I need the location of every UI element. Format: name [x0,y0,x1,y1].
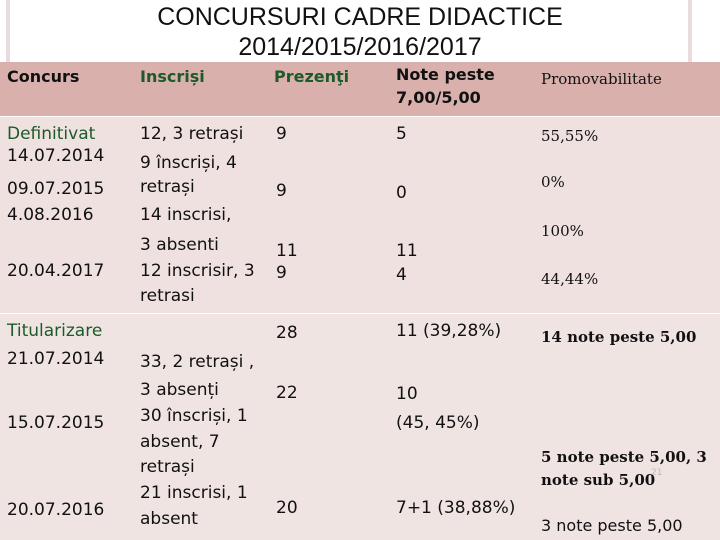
titularizare-note: 10 [396,384,418,404]
definitivat-note: 11 [396,241,418,261]
definitivat-promovabilitate: 100% [541,222,584,240]
header-prezenti: Prezenţi [274,67,350,86]
definitivat-promovabilitate: 55,55% [541,127,599,145]
page-subtitle: 2014/2015/2016/2017 [238,33,482,61]
titularizare-note: (45, 45%) [396,413,480,433]
titularizare-promovabilitate: note sub 5,00 [541,471,656,489]
titularizare-date: 21.07.2014 [7,349,105,369]
titularizare-inscrisi-line: 3 absenți [140,380,219,400]
section-separator [0,313,720,314]
titularizare-prezenti: 22 [276,383,298,403]
titularizare-date: 20.07.2016 [7,500,105,520]
page-title: CONCURSURI CADRE DIDACTICE [157,3,563,31]
titularizare-inscrisi-line: retrași [140,457,195,477]
definitivat-date: 14.07.2014 [7,146,105,166]
titularizare-note: 7+1 (38,88%) [396,498,516,518]
definitivat-prezenti: 9 [276,263,287,283]
definitivat-prezenti: 9 [276,124,287,144]
definitivat-note: 5 [396,124,407,144]
definitivat-inscrisi-line: 3 absenti [140,235,219,255]
titularizare-prezenti: 28 [276,323,298,343]
header-inscrisi: Inscriși [140,67,205,86]
header-separator [0,116,720,117]
definitivat-note: 0 [396,183,407,203]
definitivat-date: 4.08.2016 [7,205,94,225]
titularizare-prezenti: 20 [276,498,298,518]
page-number: 21 [651,468,663,478]
titularizare-label: Titularizare [7,321,103,341]
definitivat-inscrisi-line: 12, 3 retrași [140,124,244,144]
header-note-line2: 7,00/5,00 [396,88,481,107]
titularizare-promovabilitate: 5 note peste 5,00, 3 [541,448,707,466]
definitivat-inscrisi-line: retrasi [140,286,195,306]
definitivat-inscrisi-line: 14 inscrisi, [140,205,232,225]
titularizare-inscrisi-line: absent [140,509,198,529]
header-note-line1: Note peste [396,65,495,84]
titularizare-inscrisi-line: 30 înscriși, 1 [140,406,248,426]
header-concurs: Concurs [7,67,80,86]
titularizare-note: 11 (39,28%) [396,321,502,341]
header-promovabilitate: Promovabilitate [541,70,662,88]
definitivat-prezenti: 9 [276,181,287,201]
titularizare-date: 15.07.2015 [7,413,105,433]
definitivat-label: Definitivat [7,124,96,144]
titularizare-inscrisi-line: absent, 7 [140,432,220,452]
titularizare-promovabilitate: 14 note peste 5,00 [541,328,697,346]
titularizare-inscrisi-line: 33, 2 retrași , [140,352,255,372]
definitivat-promovabilitate: 0% [541,173,565,191]
titularizare-inscrisi-line: 21 inscrisi, 1 [140,483,248,503]
definitivat-prezenti: 11 [276,241,298,261]
titularizare-promovabilitate: 3 note peste 5,00 [541,516,683,535]
definitivat-promovabilitate: 44,44% [541,270,599,288]
definitivat-inscrisi-line: 9 înscriși, 4 [140,153,237,173]
definitivat-inscrisi-line: 12 inscrisir, 3 [140,261,255,281]
definitivat-date: 09.07.2015 [7,179,105,199]
definitivat-date: 20.04.2017 [7,261,105,281]
definitivat-inscrisi-line: retrași [140,177,195,197]
definitivat-note: 4 [396,265,407,285]
